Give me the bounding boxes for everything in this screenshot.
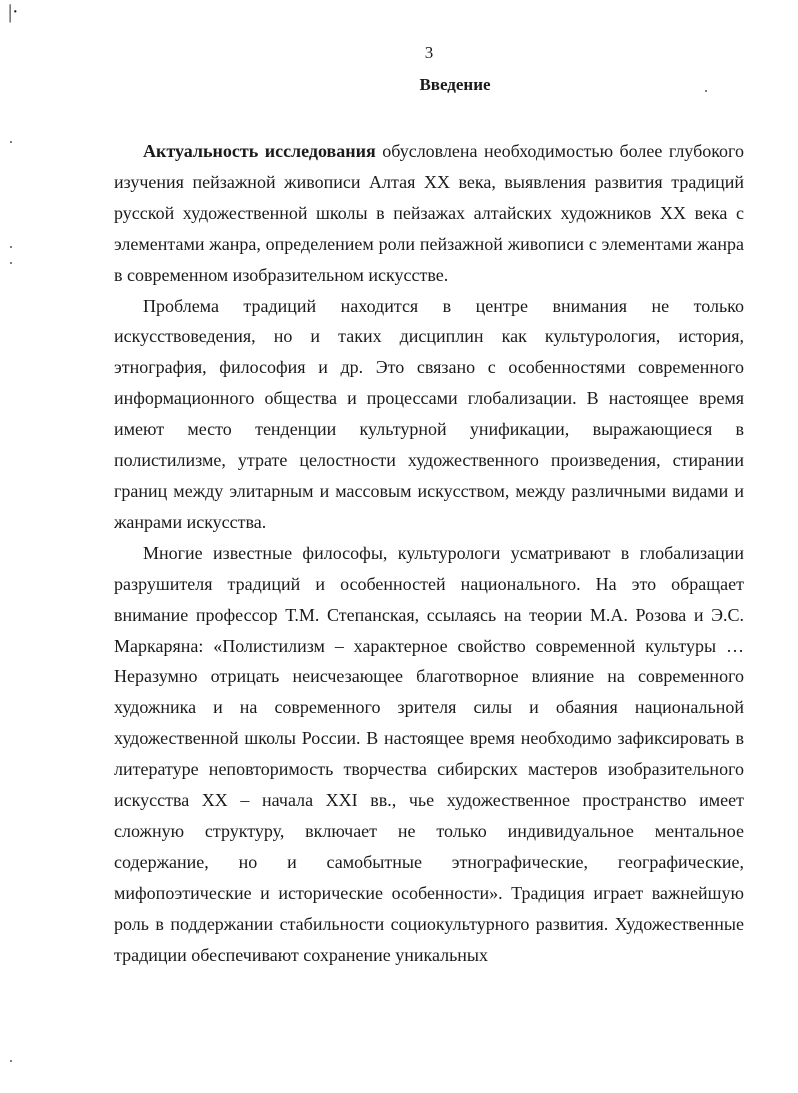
paragraph-globalization: Многие известные философы, культурологи усматривают в глобализации разрушителя традиций и особенностей национального. На это обращает внимание профессор Т.М. Степанская, ссылаясь на теории М.А. Розова и Э.С. Маркаряна: «Полистилизм – характерное свойство современной культуры … Неразумно отрицать неисчезающее благотворное влияние на современного художника и на современного зрителя силы и обаяния национальной художественной школы России. В настоящее время необходимо зафиксировать в литературе неповторимость творчества сибирских мастеров изобразительного искусства XX – начала XXI вв., чье художественное пространство имеет сложную структуру, включает не только индивидуальное ментальное содержание, но и самобытные этнографические, географические, мифопоэтические и исторические особенности». Традиция играет важнейшую роль в поддержании стабильности социокультурного развития. Художественные традиции обеспечивают сохранение уникальных	[114, 542, 744, 965]
scan-speck	[10, 141, 12, 143]
page-number: 3	[424, 43, 434, 62]
paragraph-traditions: Проблема традиций находится в центре внимания не только искусствоведения, но и таких дисциплин как культурология, история, этнография, философия и др. Это связано с особенностями современного информационного общества и процессами глобализации. В настоящее время имеют место тенденции культурной унификации, выражающиеся в полистилизме, утрате целостности художественного произведения, стирании границ между элитарным и массовым искусством, между различными видами и жанрами искусства.	[114, 295, 744, 532]
paragraph-text: обусловлена необходимостью более глубокого изучения пейзажной живописи Алтая XX века, выявления развития традиций русской художественной школы в пейзажах алтайских художников XX века с элементами жанра, определением роли пейзажной живописи с элементами жанра в современном изобразительном искусстве.	[114, 141, 744, 285]
scan-speck	[10, 1060, 12, 1062]
page-title: Введение	[419, 75, 491, 94]
body-text	[114, 136, 744, 970]
corner-pen-mark: |·	[7, 1, 18, 23]
scan-speck	[10, 262, 12, 264]
scan-speck	[10, 246, 12, 248]
paragraph-relevance	[114, 136, 744, 291]
paragraph-lead: Актуальность исследования	[143, 141, 376, 161]
